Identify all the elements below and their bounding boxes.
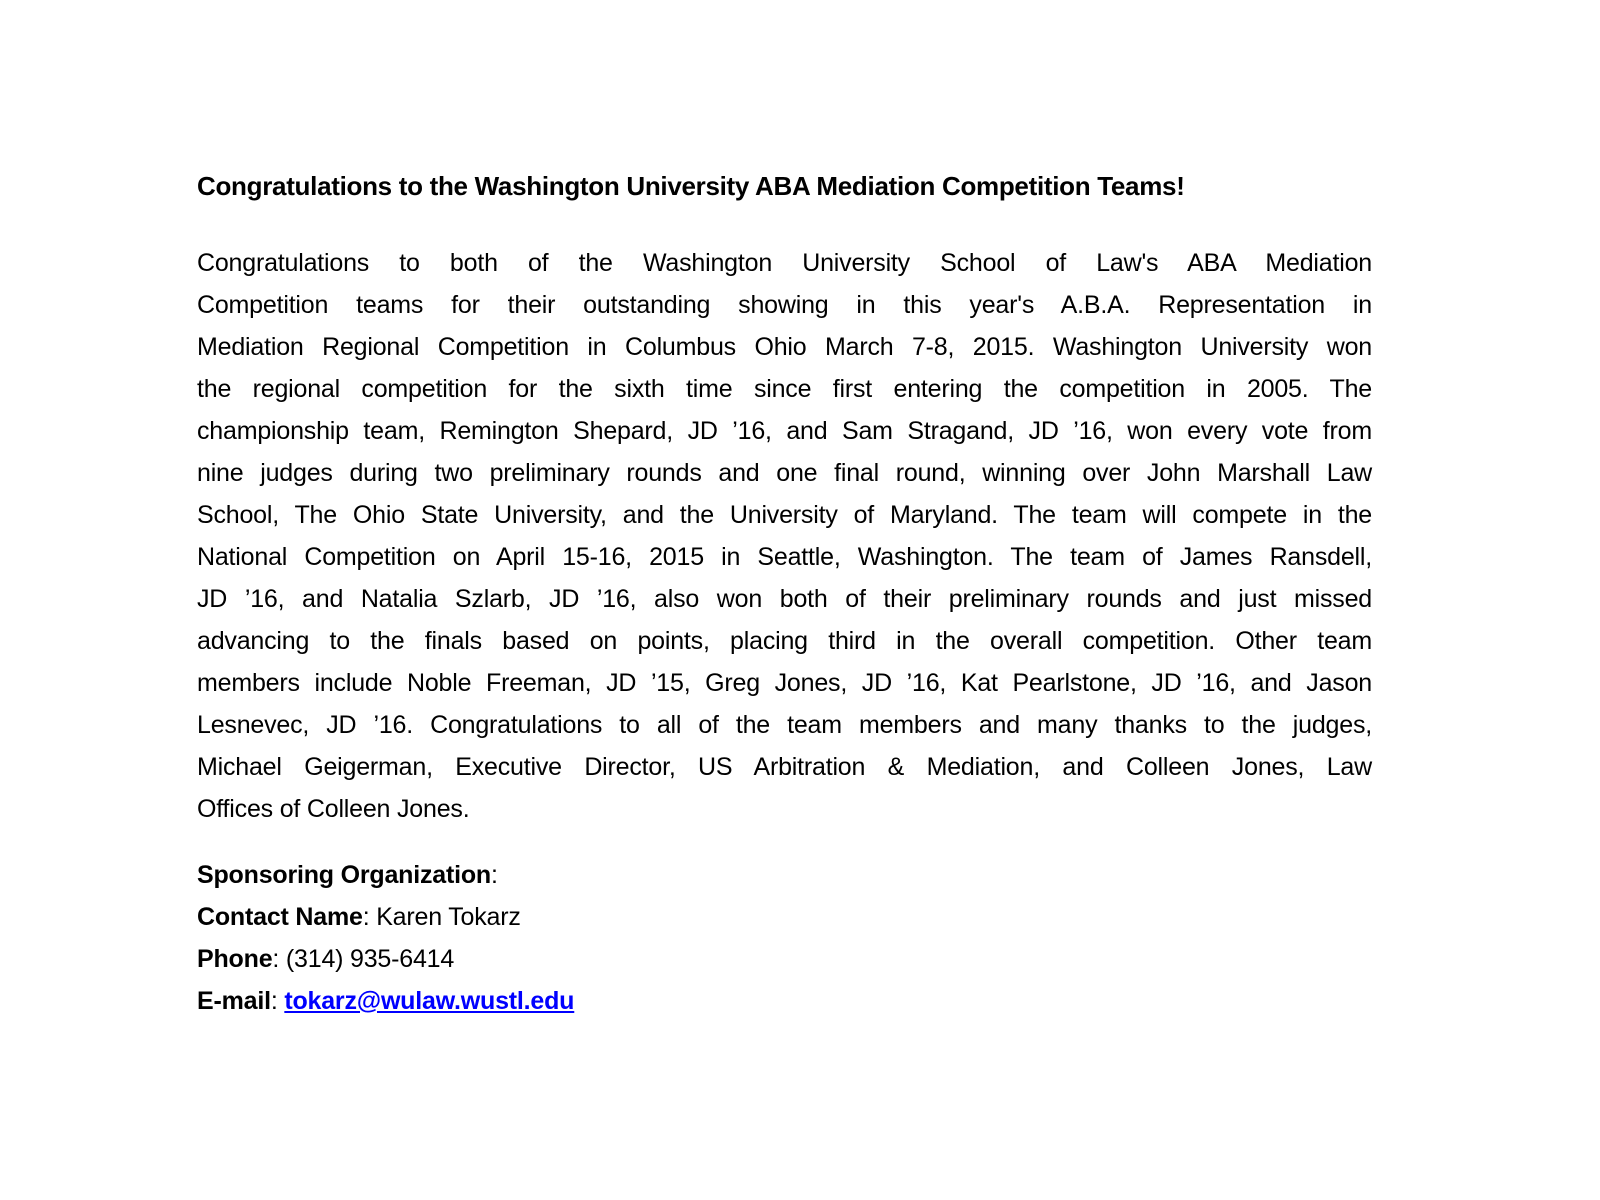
contact-value: (314) 935-6414 xyxy=(285,945,455,973)
contact-label: Phone xyxy=(197,945,273,973)
contact-line xyxy=(197,980,1372,1022)
body-line: members include Noble Freeman, JD ’15, Greg Jones, JD ’16, Kat Pearlstone, JD ’16, and Jason xyxy=(197,669,1372,697)
contact-line xyxy=(197,854,1372,896)
contact-label: Contact Name xyxy=(197,903,363,931)
contact-colon: : xyxy=(272,945,286,973)
body-line: championship team, Remington Shepard, JD ’16, and Sam Stragand, JD ’16, won every vote from xyxy=(197,417,1372,445)
contact-colon: : xyxy=(270,987,285,1015)
body-line: School, The Ohio State University, and the University of Maryland. The team will compete in the xyxy=(197,501,1372,529)
page-title: Congratulations to the Washington University ABA Mediation Competition Teams! xyxy=(197,171,1185,201)
body-line: nine judges during two preliminary rounds and one final round, winning over John Marshall Law xyxy=(197,459,1372,487)
body-line: National Competition on April 15-16, 2015 in Seattle, Washington. The team of James Ransdell, xyxy=(197,543,1372,571)
body-line: Mediation Regional Competition in Columbus Ohio March 7-8, 2015. Washington University won xyxy=(197,333,1372,361)
body-line: Offices of Colleen Jones. xyxy=(197,795,470,823)
body-line: advancing to the finals based on points, placing third in the overall competition. Other team xyxy=(197,627,1372,655)
body-paragraph xyxy=(197,242,1372,830)
body-line: JD ’16, and Natalia Szlarb, JD ’16, also won both of their preliminary rounds and just missed xyxy=(197,585,1372,613)
contact-block xyxy=(197,854,1372,1022)
contact-line xyxy=(197,896,1372,938)
contact-colon: : xyxy=(491,861,498,889)
body-line: Michael Geigerman, Executive Director, US Arbitration & Mediation, and Colleen Jones, Law xyxy=(197,753,1372,781)
body-line: Lesnevec, JD ’16. Congratulations to all of the team members and many thanks to the judges, xyxy=(197,711,1372,739)
contact-value: Karen Tokarz xyxy=(376,903,521,931)
contact-label: E-mail xyxy=(197,987,271,1015)
contact-colon: : xyxy=(362,903,377,931)
contact-label: Sponsoring Organization xyxy=(197,861,492,889)
body-line: Competition teams for their outstanding showing in this year's A.B.A. Representation in xyxy=(197,291,1372,319)
body-line: the regional competition for the sixth time since first entering the competition in 2005. The xyxy=(197,375,1372,403)
email-link[interactable]: tokarz@wulaw.wustl.edu xyxy=(284,987,575,1015)
body-line: Congratulations to both of the Washington University School of Law's ABA Mediation xyxy=(197,249,1372,277)
contact-line xyxy=(197,938,1372,980)
